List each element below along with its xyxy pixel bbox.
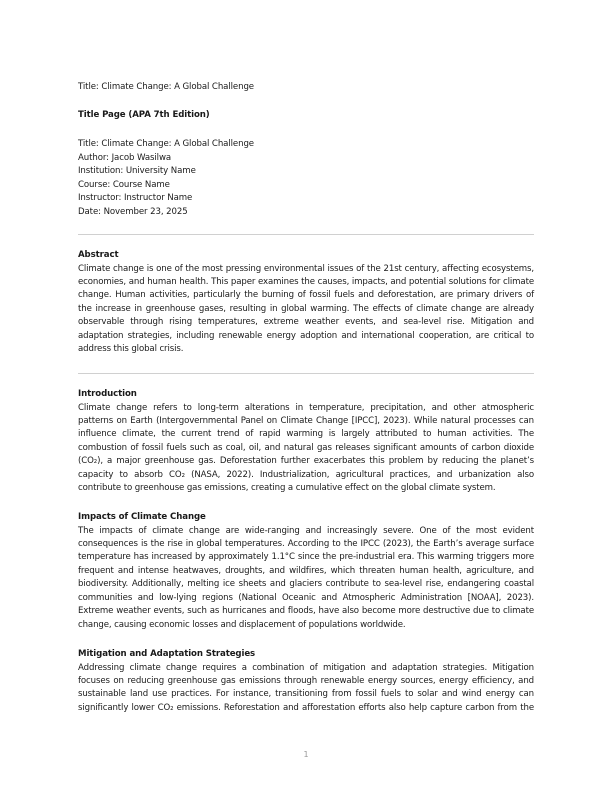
author-line: Author: Jacob Wasilwa xyxy=(78,152,172,163)
text-line: frequent and intense heatwaves, droughts, and wildfires, which threaten human health, agriculture, and xyxy=(78,565,534,576)
text-line: (CO₂), a major greenhouse gas. Deforestation further exacerbates this problem by reducing the planet’s xyxy=(78,456,534,467)
text-line: sustainable land use practices. For instance, transitioning from fossil fuels to solar and wind energy can xyxy=(78,689,534,700)
text-line: change, causing economic losses and displacement of populations worldwide. xyxy=(78,619,406,630)
text-line: capacity to absorb CO₂ (NASA, 2022). Industrialization, agricultural practices, and urbanization also xyxy=(78,469,534,480)
impacts-heading: Impacts of Climate Change xyxy=(78,512,206,522)
introduction-heading: Introduction xyxy=(78,389,137,399)
text-line: Climate change is one of the most pressing environmental issues of the 21st century, affecting ecosystems, xyxy=(78,263,534,274)
text-line: The impacts of climate change are wide-ranging and increasingly severe. One of the most evident xyxy=(78,525,534,536)
page-number: 1 xyxy=(303,750,309,759)
abstract-heading: Abstract xyxy=(78,250,119,260)
title-page-heading: Title Page (APA 7th Edition) xyxy=(78,110,210,120)
abstract-section xyxy=(78,249,534,357)
mitigation-section xyxy=(78,648,534,715)
mitigation-heading: Mitigation and Adaptation Strategies xyxy=(78,649,256,659)
introduction-section xyxy=(78,388,534,496)
text-line: contribute to greenhouse gas emissions, creating a cumulative effect on the global climate system. xyxy=(78,483,496,494)
title-page-block xyxy=(78,138,534,219)
text-line: consequences is the rise in global temperatures. According to the IPCC (2023), the Earth’s average surface xyxy=(78,538,534,549)
title-line: Title: Climate Change: A Global Challenge xyxy=(78,139,254,149)
text-line: communities and low-lying regions (National Oceanic and Atmospheric Administration [NOAA], 2023). xyxy=(78,592,534,603)
institution-line: Institution: University Name xyxy=(78,166,196,176)
text-line: Extreme weather events, such as hurricanes and floods, have also become more destructive due to climate xyxy=(78,606,534,617)
instructor-line: Instructor: Instructor Name xyxy=(78,193,193,203)
course-line: Course: Course Name xyxy=(78,179,170,190)
text-line: Addressing climate change requires a combination of mitigation and adaptation strategies. Mitigation xyxy=(78,662,534,673)
mitigation-body xyxy=(78,662,534,716)
text-line: adaptation strategies, including renewable energy adoption and international cooperation, are critical to xyxy=(78,330,534,341)
text-line: Climate change refers to long-term alterations in temperature, precipitation, and other atmospheric xyxy=(78,402,534,413)
introduction-body xyxy=(78,402,534,496)
text-line: observable through rising temperatures, extreme weather events, and sea-level rise. Mitigation and xyxy=(78,317,534,328)
section-divider xyxy=(78,373,534,374)
text-line: significantly lower CO₂ emissions. Reforestation and afforestation efforts also help capture carbon from the xyxy=(78,702,534,713)
text-line: patterns on Earth (Intergovernmental Panel on Climate Change [IPCC], 2023). While natural processes can xyxy=(78,415,534,426)
date-line: Date: November 23, 2025 xyxy=(78,206,188,217)
text-line: temperature has increased by approximately 1.1°C since the pre-industrial era. This warming triggers more xyxy=(78,552,534,563)
text-line: biodiversity. Additionally, melting ice sheets and glaciers contribute to sea-level rise, endangering coastal xyxy=(78,579,534,590)
impacts-section xyxy=(78,511,534,632)
abstract-body xyxy=(78,263,534,357)
text-line: address this global crisis. xyxy=(78,344,184,355)
text-line: economies, and human health. This paper examines the causes, impacts, and potential solutions for climate xyxy=(78,276,534,287)
text-line: focuses on reducing greenhouse gas emissions through renewable energy sources, energy efficiency, and xyxy=(78,675,534,686)
section-divider xyxy=(78,234,534,235)
impacts-body xyxy=(78,525,534,633)
document-header-title: Title: Climate Change: A Global Challenge xyxy=(78,82,254,92)
text-line: influence climate, the current trend of rapid warming is largely attributed to human activities. The xyxy=(78,429,534,440)
text-line: change. Human activities, particularly the burning of fossil fuels and deforestation, are primary drivers of xyxy=(78,290,534,301)
text-line: the increase in greenhouse gases, resulting in global warming. The effects of climate change are already xyxy=(78,303,534,314)
text-line: combustion of fossil fuels such as coal, oil, and natural gas releases significant amounts of carbon dioxide xyxy=(78,442,534,453)
